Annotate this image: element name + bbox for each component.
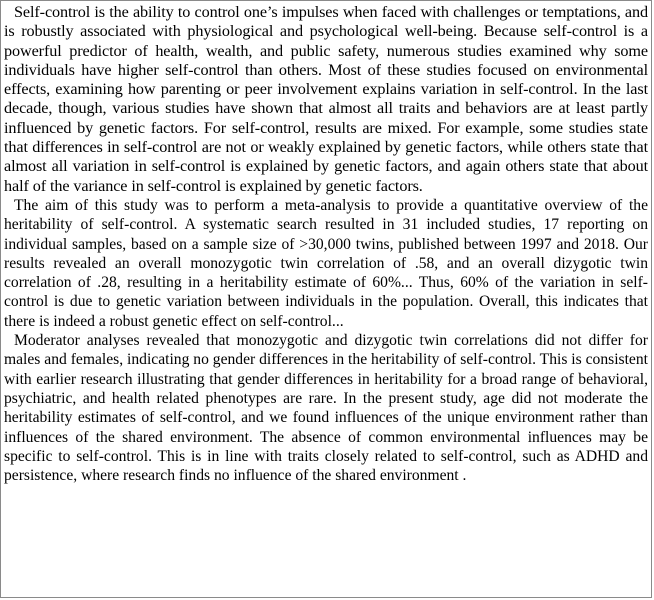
- paragraph-introduction: Self-control is the ability to control one’s impulses when faced with challenges or temptations, and is robustly associated with physiological and psychological well-being. Because self-control is a powerful predictor of health, wealth, and public safety, numerous studies examined why some individuals have higher self-control than others. Most of these studies focused on environmental effects, examining how parenting or peer involvement explains variation in self-control. In the last decade, though, various studies have shown that almost all traits and behaviors are at least partly influenced by genetic factors. For self-control, results are mixed. For example, some studies state that differences in self-control are not or weakly explained by genetic factors, while others state that almost all variation in self-control is explained by genetic factors, and again others state that about half of the variance in self-control is explained by genetic factors.: [4, 3, 648, 195]
- paragraph-moderator-analyses: Moderator analyses revealed that monozygotic and dizygotic twin correlations did not differ for males and females, indicating no gender differences in the heritability of self-control. This is consistent with earlier research illustrating that gender differences in heritability for a broad range of behavioral, psychiatric, and health related phenotypes are rare. In the present study, age did not moderate the heritability estimates of self-control, and we found influences of the unique environment rather than influences of the shared environment. The absence of common environmental influences may be specific to self-control. This is in line with traits closely related to self-control, such as ADHD and persistence, where research finds no influence of the shared environment .: [4, 332, 648, 485]
- document-body: [4, 3, 648, 485]
- paragraph-study-aim: The aim of this study was to perform a meta-analysis to provide a quantitative overview of the heritability of self-control. A systematic search resulted in 31 included studies, 17 reporting on individual samples, based on a sample size of >30,000 twins, published between 1997 and 2018. Our results revealed an overall monozygotic twin correlation of .58, and an overall dizygotic twin correlation of .28, resulting in a heritability estimate of 60%... Thus, 60% of the variation in self-control is due to genetic variation between individuals in the population. Overall, this indicates that there is indeed a robust genetic effect on self-control...: [4, 196, 648, 330]
